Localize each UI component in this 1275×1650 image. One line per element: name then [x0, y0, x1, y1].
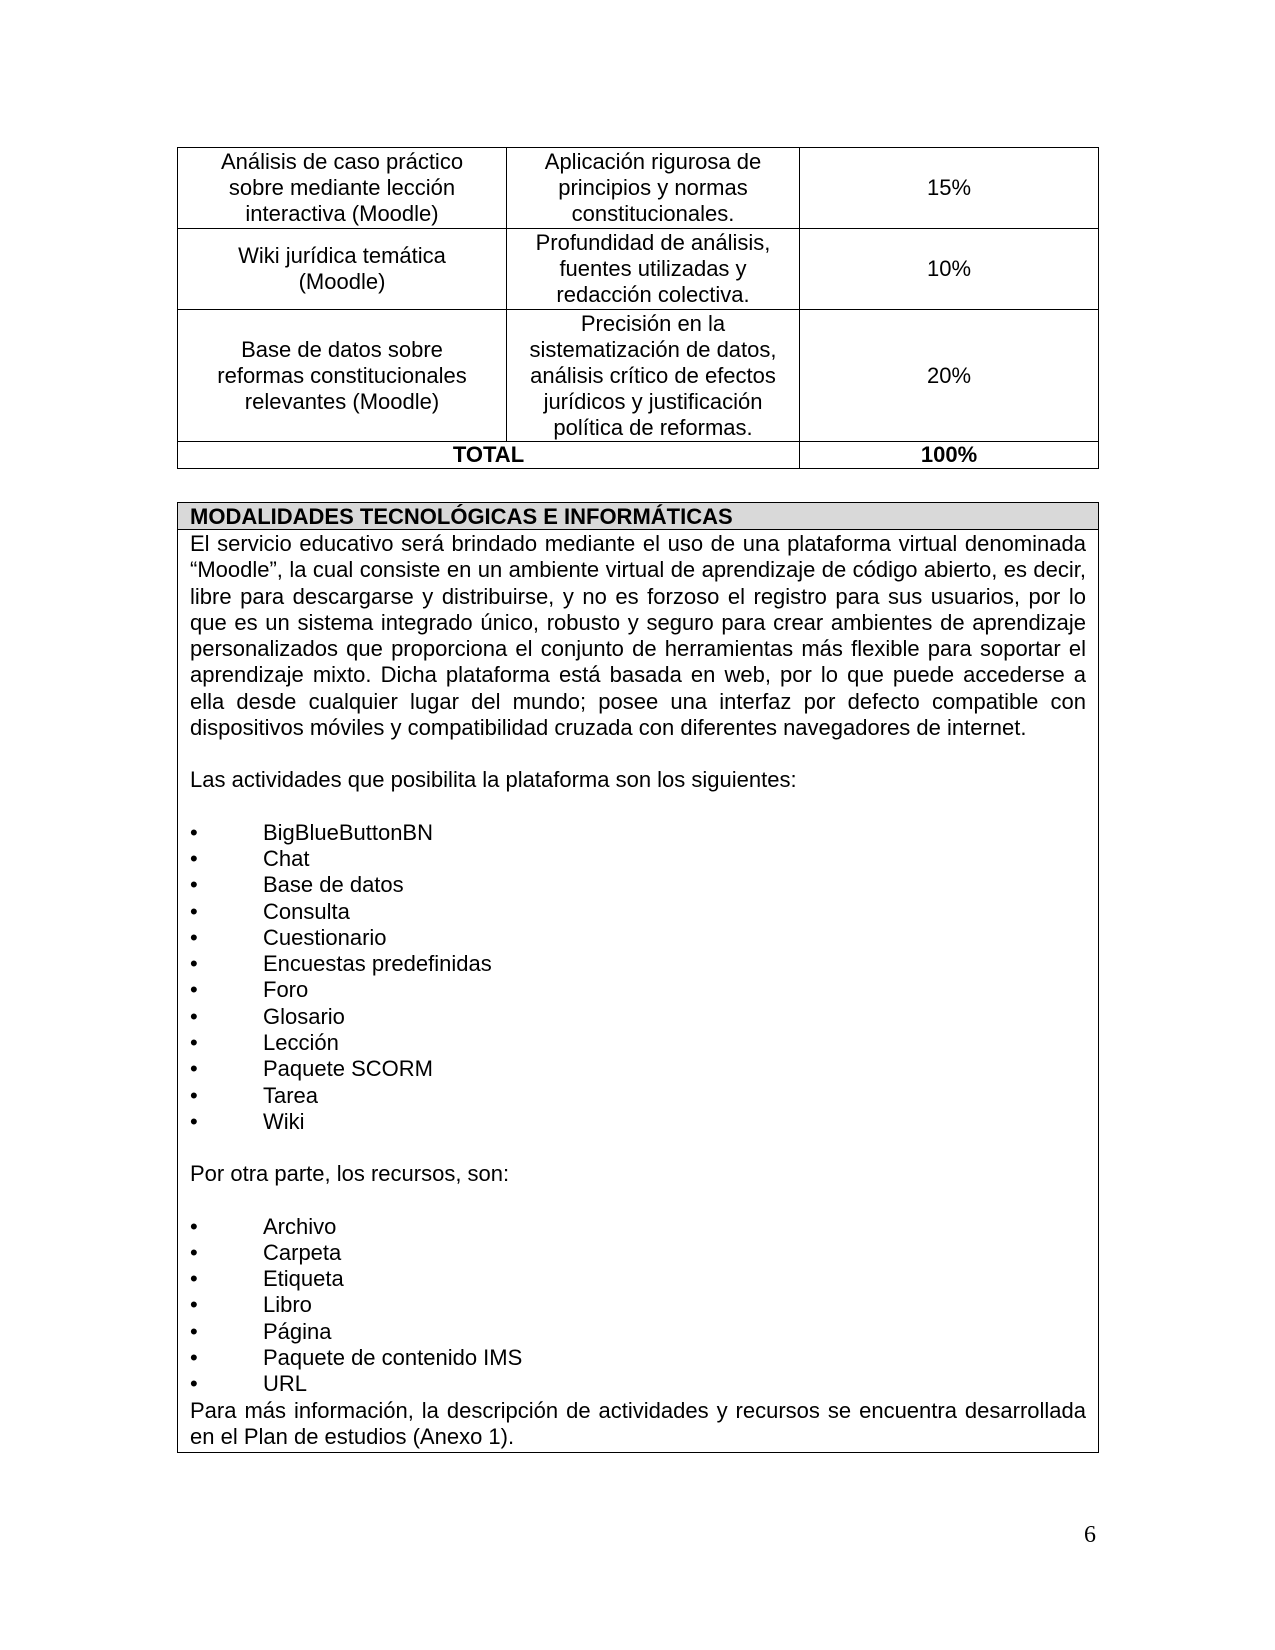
total-value: 100% [800, 442, 1099, 469]
cell-text: constitucionales. [571, 201, 735, 226]
total-row [178, 442, 1099, 469]
bullet-icon: • [190, 977, 198, 1003]
table-row [178, 148, 1099, 229]
total-label: TOTAL [178, 442, 800, 469]
bullet-icon: • [190, 1108, 198, 1134]
bullet-icon: • [190, 1345, 198, 1371]
list-item-label: Tarea [263, 1082, 319, 1108]
cell-text: (Moodle) [298, 269, 386, 294]
resources-heading: Por otra parte, los recursos, son: [190, 1161, 510, 1187]
list-item-label: Carpeta [263, 1239, 342, 1265]
criteria-cell [507, 310, 800, 442]
list-item [190, 1319, 1086, 1345]
cell-text: Wiki jurídica temática [238, 243, 446, 268]
list-item-label: Archivo [263, 1213, 337, 1239]
cell-text: Precisión en la [580, 310, 726, 336]
bullet-icon: • [190, 1371, 198, 1397]
list-item-label: Paquete SCORM [263, 1056, 433, 1082]
weight-cell: 10% [800, 229, 1099, 310]
section-title: MODALIDADES TECNOLÓGICAS E INFORMÁTICAS [178, 503, 1098, 530]
bullet-icon: • [190, 1318, 198, 1344]
cell-text: análisis crítico de efectos [530, 362, 776, 388]
bullet-icon: • [190, 951, 198, 977]
cell-text: sistematización de datos, [529, 336, 777, 362]
bullet-icon: • [190, 845, 198, 871]
cell-text: política de reformas. [553, 414, 753, 440]
bullet-icon: • [190, 1239, 198, 1265]
cell-text: interactiva (Moodle) [245, 201, 439, 226]
cell-text: principios y normas [558, 175, 748, 200]
cell-text: fuentes utilizadas y [559, 256, 747, 281]
bullet-icon: • [190, 1003, 198, 1029]
list-item-label: BigBlueButtonBN [263, 819, 433, 845]
list-item-label: Libro [263, 1292, 312, 1318]
list-item [190, 1004, 1086, 1030]
list-item-label: Encuestas predefinidas [263, 951, 492, 977]
activity-cell [178, 310, 507, 442]
bullet-icon: • [190, 1082, 198, 1108]
list-item [190, 977, 1086, 1003]
activities-list [190, 820, 1086, 1136]
bullet-icon: • [190, 1292, 198, 1318]
modalities-section [177, 502, 1099, 1453]
list-item-label: Glosario [263, 1003, 345, 1029]
criteria-cell [507, 229, 800, 310]
list-item-label: Consulta [263, 898, 350, 924]
list-item [190, 820, 1086, 846]
list-item-label: Foro [263, 977, 309, 1003]
cell-text: sobre mediante lección [228, 175, 456, 200]
list-item-label: Chat [263, 845, 310, 871]
list-item-label: Etiqueta [263, 1266, 344, 1292]
list-item-label: Paquete de contenido IMS [263, 1345, 523, 1371]
bullet-icon: • [190, 1213, 198, 1239]
list-item [190, 951, 1086, 977]
activities-heading: Las actividades que posibilita la plataforma son los siguientes: [190, 767, 797, 793]
list-item-label: Lección [263, 1030, 339, 1056]
criteria-cell [507, 148, 800, 229]
list-item [190, 1240, 1086, 1266]
resources-list [190, 1214, 1086, 1398]
bullet-icon: • [190, 898, 198, 924]
list-item [190, 1030, 1086, 1056]
list-item [190, 1214, 1086, 1240]
list-item-label: Wiki [263, 1108, 305, 1134]
bullet-icon: • [190, 1056, 198, 1082]
list-item-label: Base de datos [263, 872, 404, 898]
cell-text: relevantes (Moodle) [244, 388, 440, 414]
cell-text: redacción colectiva. [556, 282, 750, 307]
cell-text: Aplicación rigurosa de [544, 149, 762, 174]
list-item [190, 1266, 1086, 1292]
list-item [190, 1109, 1086, 1135]
list-item [190, 872, 1086, 898]
page-number: 6 [1084, 1522, 1096, 1548]
table-row [178, 229, 1099, 310]
list-item [190, 1345, 1086, 1371]
bullet-icon: • [190, 819, 198, 845]
list-item [190, 899, 1086, 925]
list-item-label: URL [263, 1371, 308, 1397]
list-item [190, 1056, 1086, 1082]
table-row [178, 310, 1099, 442]
cell-text: Análisis de caso práctico [220, 149, 464, 174]
cell-text: reformas constitucionales [217, 362, 467, 388]
intro-paragraph: El servicio educativo será brindado mediante el uso de una plataforma virtual denominada “Moodle”, la cual consiste en un ambiente virtual de aprendizaje de código abierto, es decir, libre para descargarse y distribuirse, y no es forzoso el registro para sus usuarios, por lo que es un sistema integrado único, robusto y seguro para crear ambientes de aprendizaje personalizados que proporciona el conjunto de herramientas más flexible para soportar el aprendizaje mixto. Dicha plataforma está basada en web, por lo que puede accederse a ella desde cualquier lugar del mundo; posee una interfaz por defecto compatible con dispositivos móviles y compatibilidad cruzada con diferentes navegadores de internet. [190, 531, 1086, 741]
list-item [190, 1083, 1086, 1109]
section-body [178, 530, 1098, 1452]
list-item [190, 1292, 1086, 1318]
list-item [190, 925, 1086, 951]
cell-text: Base de datos sobre [241, 336, 443, 362]
weight-cell: 15% [800, 148, 1099, 229]
list-item [190, 1371, 1086, 1397]
bullet-icon: • [190, 872, 198, 898]
bullet-icon: • [190, 1030, 198, 1056]
bullet-icon: • [190, 1266, 198, 1292]
cell-text: jurídicos y justificación [543, 388, 763, 414]
evaluation-table [177, 147, 1099, 469]
list-item-label: Página [263, 1318, 332, 1344]
bullet-icon: • [190, 924, 198, 950]
list-item-label: Cuestionario [263, 924, 387, 950]
cell-text: Profundidad de análisis, [535, 230, 771, 255]
closing-paragraph: Para más información, la descripción de actividades y recursos se encuentra desarrollada en el Plan de estudios (Anexo 1). [190, 1397, 1086, 1449]
list-item [190, 846, 1086, 872]
activity-cell [178, 229, 507, 310]
weight-cell: 20% [800, 310, 1099, 442]
activity-cell [178, 148, 507, 229]
